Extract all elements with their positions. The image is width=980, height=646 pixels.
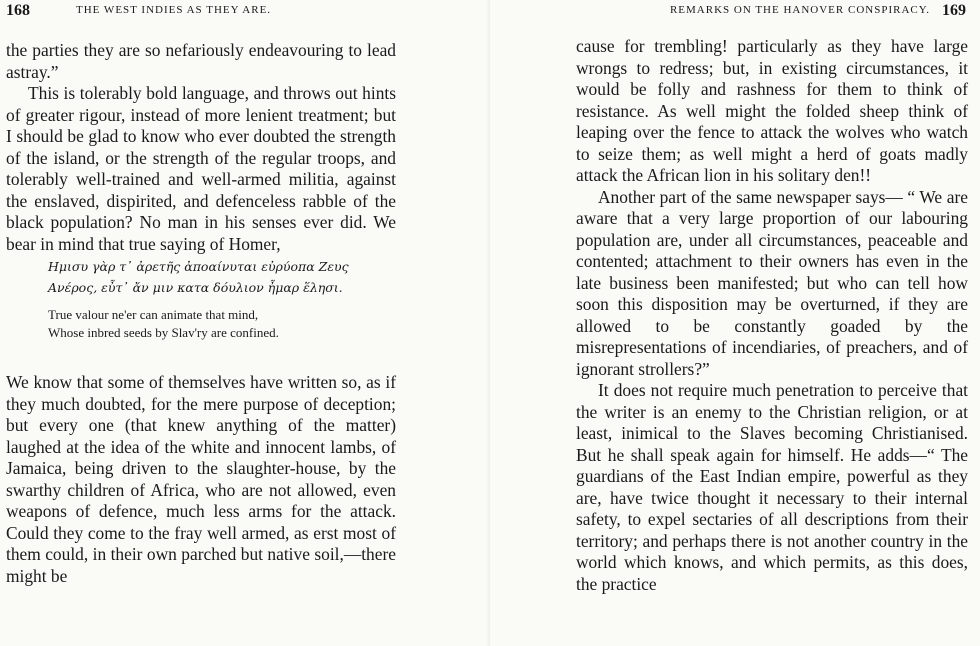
page-number: 169	[942, 2, 966, 19]
running-head: REMARKS ON THE HANOVER CONSPIRACY.	[669, 4, 930, 16]
translation	[48, 306, 388, 342]
translation-line: True valour ne'er can animate that mind,	[48, 307, 259, 322]
paragraph: This is tolerably bold language, and throws out hints of greater rigour, instead of more lenient treatment; but I should be glad to know who ever doubted the strength of the island, or the strength of the regular troops, and tolerably well-trained and well-armed militia, against the enslaved, dispirited, and defenceless rabble of the black population? No man in his senses ever did. We bear in mind that true saying of Homer,	[6, 83, 396, 254]
paragraph: the parties they are so nefariously endeavouring to lead astray.”	[6, 40, 396, 82]
greek-line: Ανέρος, εὖτ᾽ ἄν μιν κατα δόυλιον ἦμαρ ἕλησι.	[48, 280, 343, 295]
running-head: THE WEST INDIES AS THEY ARE.	[76, 4, 272, 16]
page-number: 168	[6, 2, 30, 19]
homer-quote	[48, 256, 388, 342]
greek-line: Ημισυ γὰρ τ᾽ ἀρετῆς ἀποαίνυται εὐρύοπα Ζευς	[48, 259, 349, 274]
paragraph: cause for trembling! particularly as they have large wrongs to redress; but, in existing circumstances, it would be folly and rashness for them to think of resistance. As well might the folded sheep think of leaping over the fence to attack the wolves who watch to seize them; as well might a herd of goats madly attack the African lion in his solitary den!!	[576, 36, 968, 185]
translation-line: Whose inbred seeds by Slav'ry are confined.	[48, 325, 279, 340]
paragraph: It does not require much penetration to perceive that the writer is an enemy to the Christian religion, or at least, inimical to the Slaves becoming Christianised. But he shall speak again for himself. He adds—“ The guardians of the East Indian empire, powerful as they are, have twice thought it necessary to their internal safety, to expel sectaries of all descriptions from their territory; and perhaps there is not another country in the world which knows, and which permits, as this does, the practice	[576, 380, 968, 594]
body-text-bottom	[6, 372, 396, 587]
body-text-top	[6, 40, 396, 255]
paragraph: Another part of the same newspaper says— “ We are aware that a very large proportion of our labouring population are, under all circumstances, peaceable and contented; attachment to their owners has even in the late business been manifested; but who can tell how soon this disposition may be overturned, if they are allowed to be constantly goaded by the misrepresentations of incendiaries, of preachers, and of ignorant strollers?”	[576, 186, 968, 379]
paragraph: We know that some of themselves have written so, as if they much doubted, for the mere purpose of deception; but every one (that knew anything of the matter) laughed at the idea of the white and innocent lambs, of Jamaica, being driven to the slaughter-house, by the swarthy children of Africa, who are not allowed, even weapons of defence, much less arms for the attack. Could they come to the fray well armed, as erst most of them could, in their own parched but native soil,—there might be	[6, 372, 396, 586]
body-text	[576, 36, 968, 595]
right-page	[490, 0, 980, 646]
